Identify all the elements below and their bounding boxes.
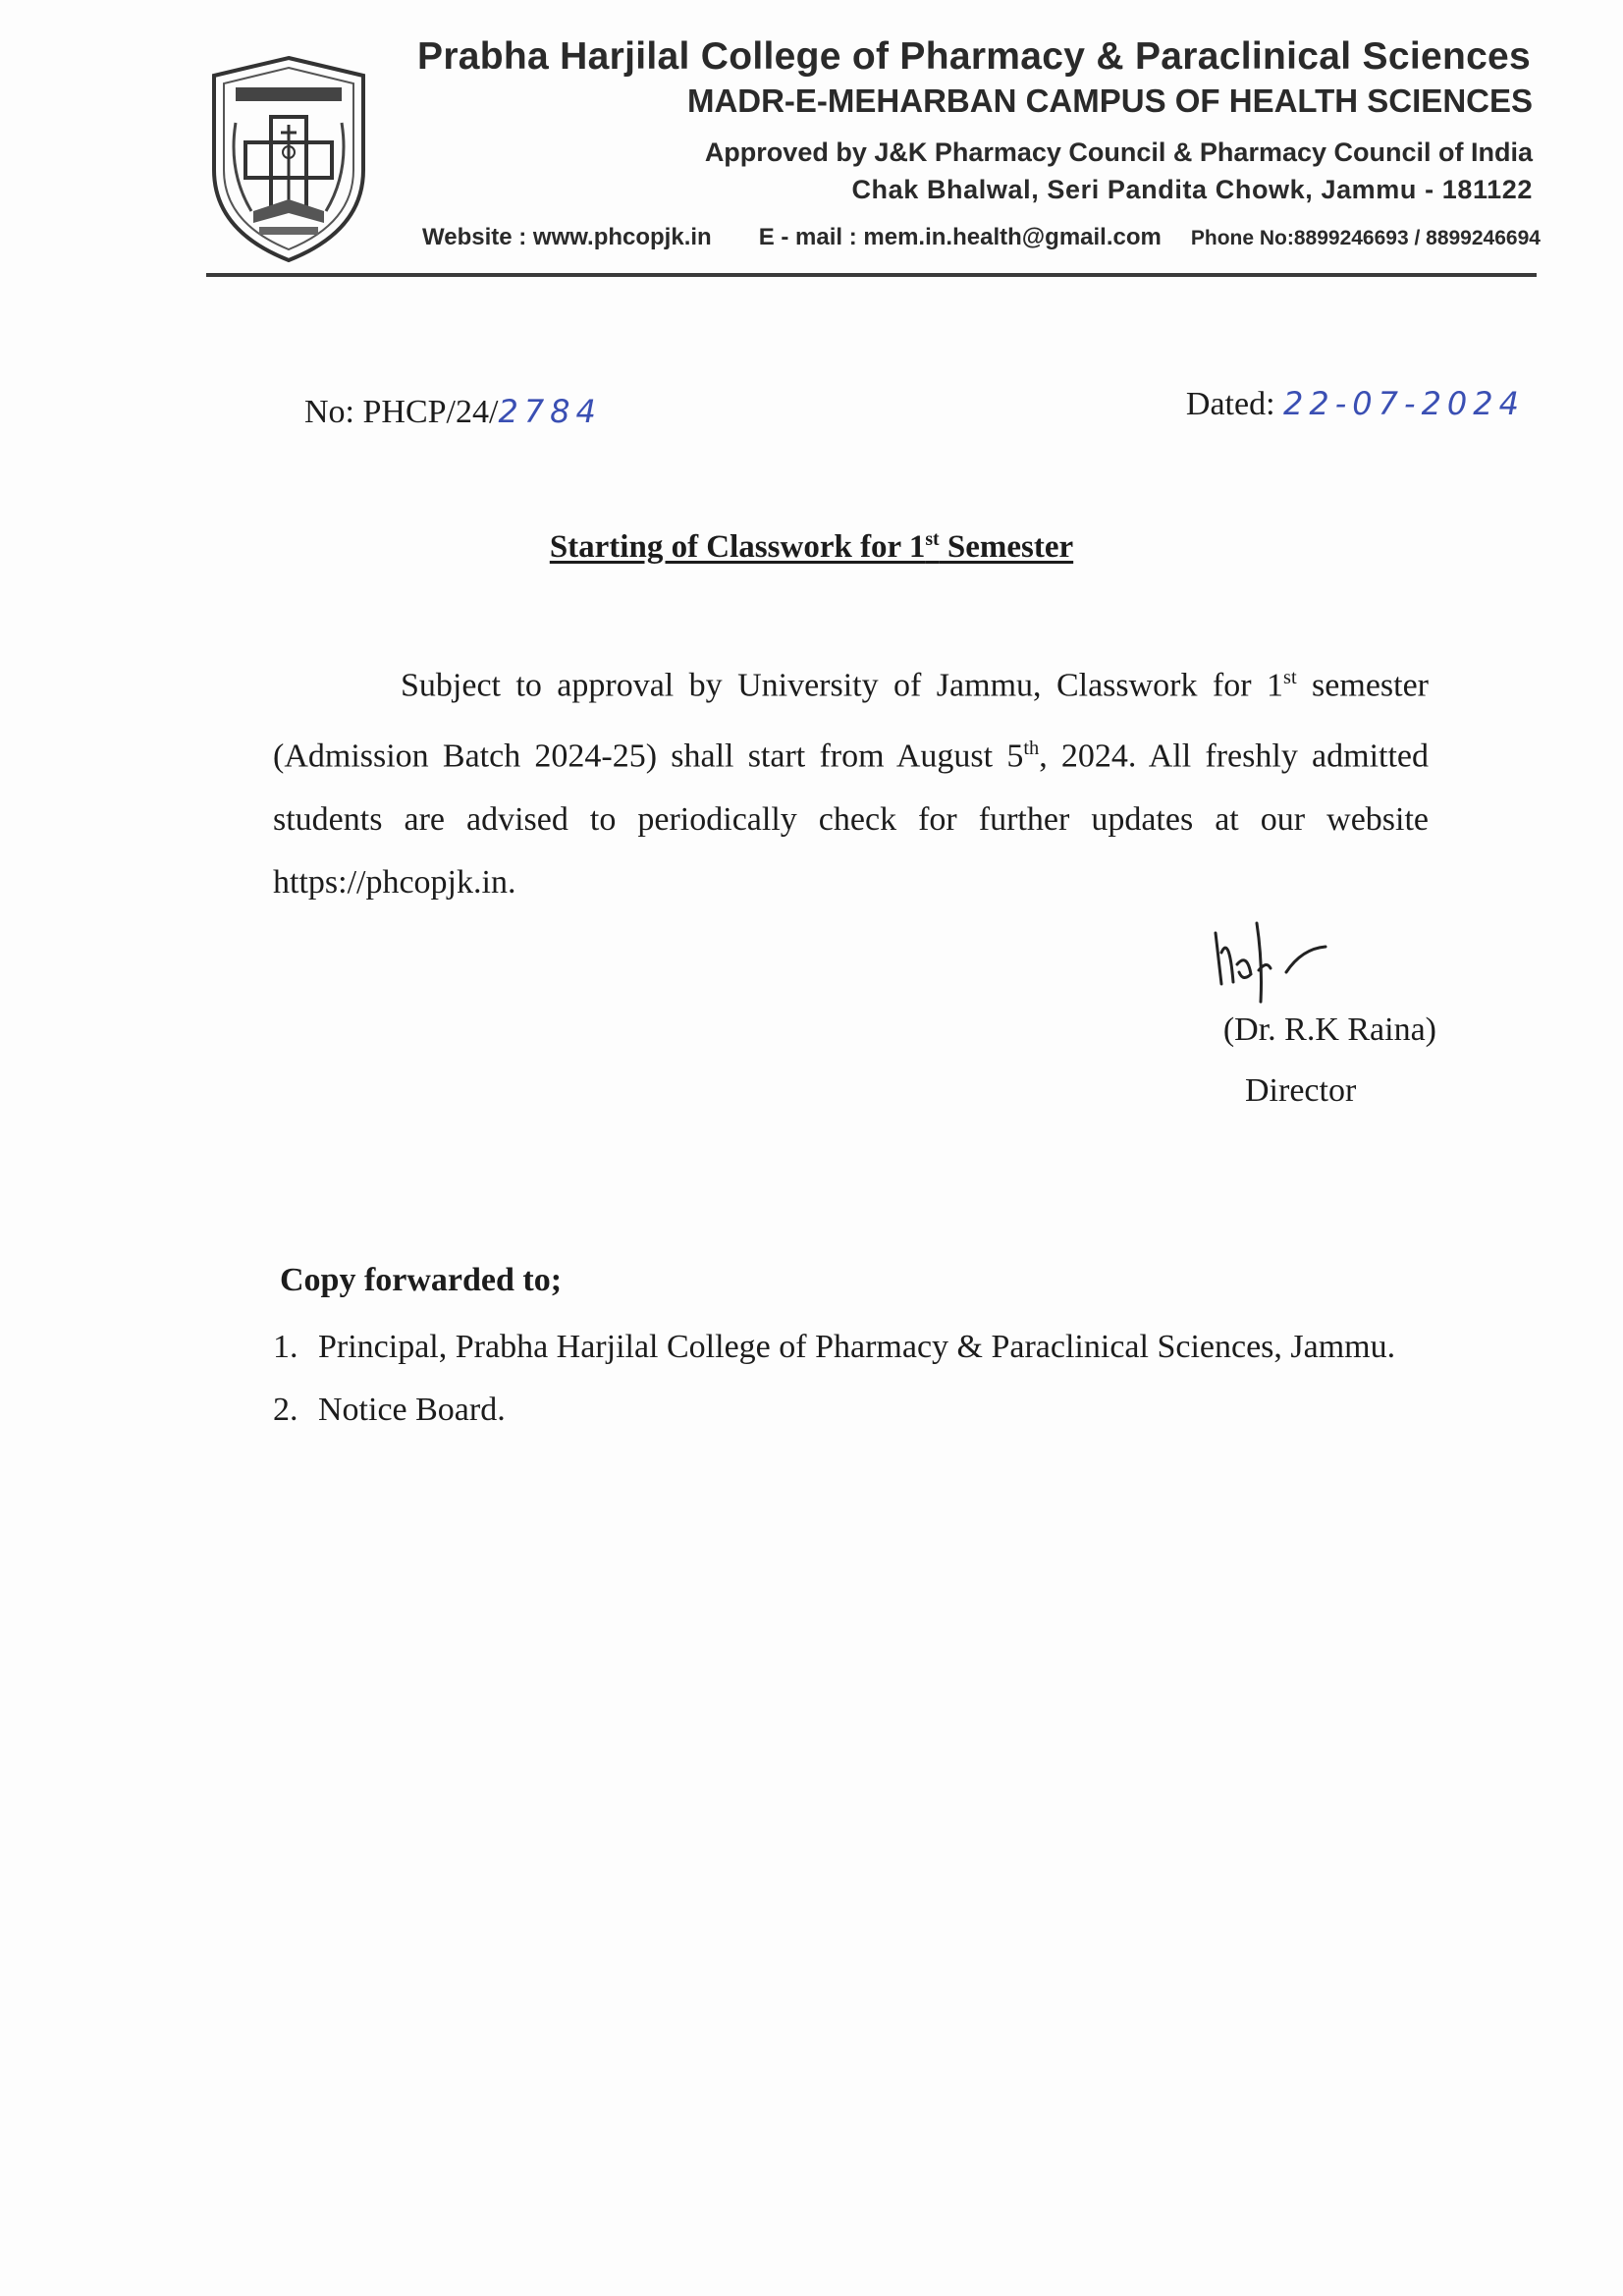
letterhead-divider: [206, 273, 1537, 277]
address-line: Chak Bhalwal, Seri Pandita Chowk, Jammu - 181122: [851, 175, 1533, 204]
body-part-2: semester (Admission Batch 2024-25) shall start from August 5: [273, 667, 1430, 775]
date-handwritten-value: 22-07-2024: [1283, 385, 1525, 422]
subject-superscript: st: [925, 528, 940, 550]
list-item-text: Principal, Prabha Harjilal College of Pharmacy & Paraclinical Sciences, Jammu.: [318, 1329, 1396, 1365]
contact-line: [422, 224, 1541, 251]
body-part-3: , 2024. All freshly admitted students are advised to periodically check for further updates at our website https://phcopjk.in.: [273, 738, 1430, 901]
campus-name: MADR-E-MEHARBAN CAMPUS OF HEALTH SCIENCES: [686, 82, 1533, 119]
subject-heading: [0, 528, 1623, 566]
body-superscript-1: st: [1283, 667, 1297, 688]
website-text: Website : www.phcopjk.in: [422, 224, 712, 250]
copy-forwarded-heading: Copy forwarded to;: [280, 1262, 563, 1298]
approval-line: Approved by J&K Pharmacy Council & Pharmacy Council of India: [704, 137, 1533, 167]
handwritten-signature: [1208, 913, 1335, 1011]
reference-label: No: PHCP/24/: [304, 394, 499, 430]
subject-text: Starting of Classwork for 1: [549, 529, 926, 565]
date-label: Dated:: [1185, 386, 1275, 422]
college-logo: [206, 54, 371, 265]
list-item: [273, 1379, 1476, 1442]
email-text: E - mail : mem.in.health@gmail.com: [758, 224, 1162, 250]
date-line: [1186, 385, 1525, 423]
signatory-title: Director: [1245, 1072, 1357, 1109]
body-superscript-2: th: [1023, 738, 1040, 760]
notice-body: [273, 646, 1429, 914]
reference-number: [304, 393, 602, 431]
copy-forwarded-list: [273, 1316, 1476, 1442]
phone-text: Phone No:8899246693 / 8899246694: [1190, 227, 1541, 249]
signatory-name: (Dr. R.K Raina): [1222, 1011, 1436, 1048]
subject-text-end: Semester: [939, 529, 1074, 565]
list-item-number: 1.: [273, 1329, 298, 1365]
list-item: [273, 1316, 1476, 1379]
reference-handwritten-number: 2784: [498, 393, 602, 430]
list-item-text: Notice Board.: [318, 1392, 506, 1428]
college-name: Prabha Harjilal College of Pharmacy & Paraclinical Sciences: [417, 35, 1532, 78]
body-part-1: Subject to approval by University of Jammu, Classwork for 1: [401, 667, 1284, 704]
list-item-number: 2.: [273, 1392, 298, 1428]
